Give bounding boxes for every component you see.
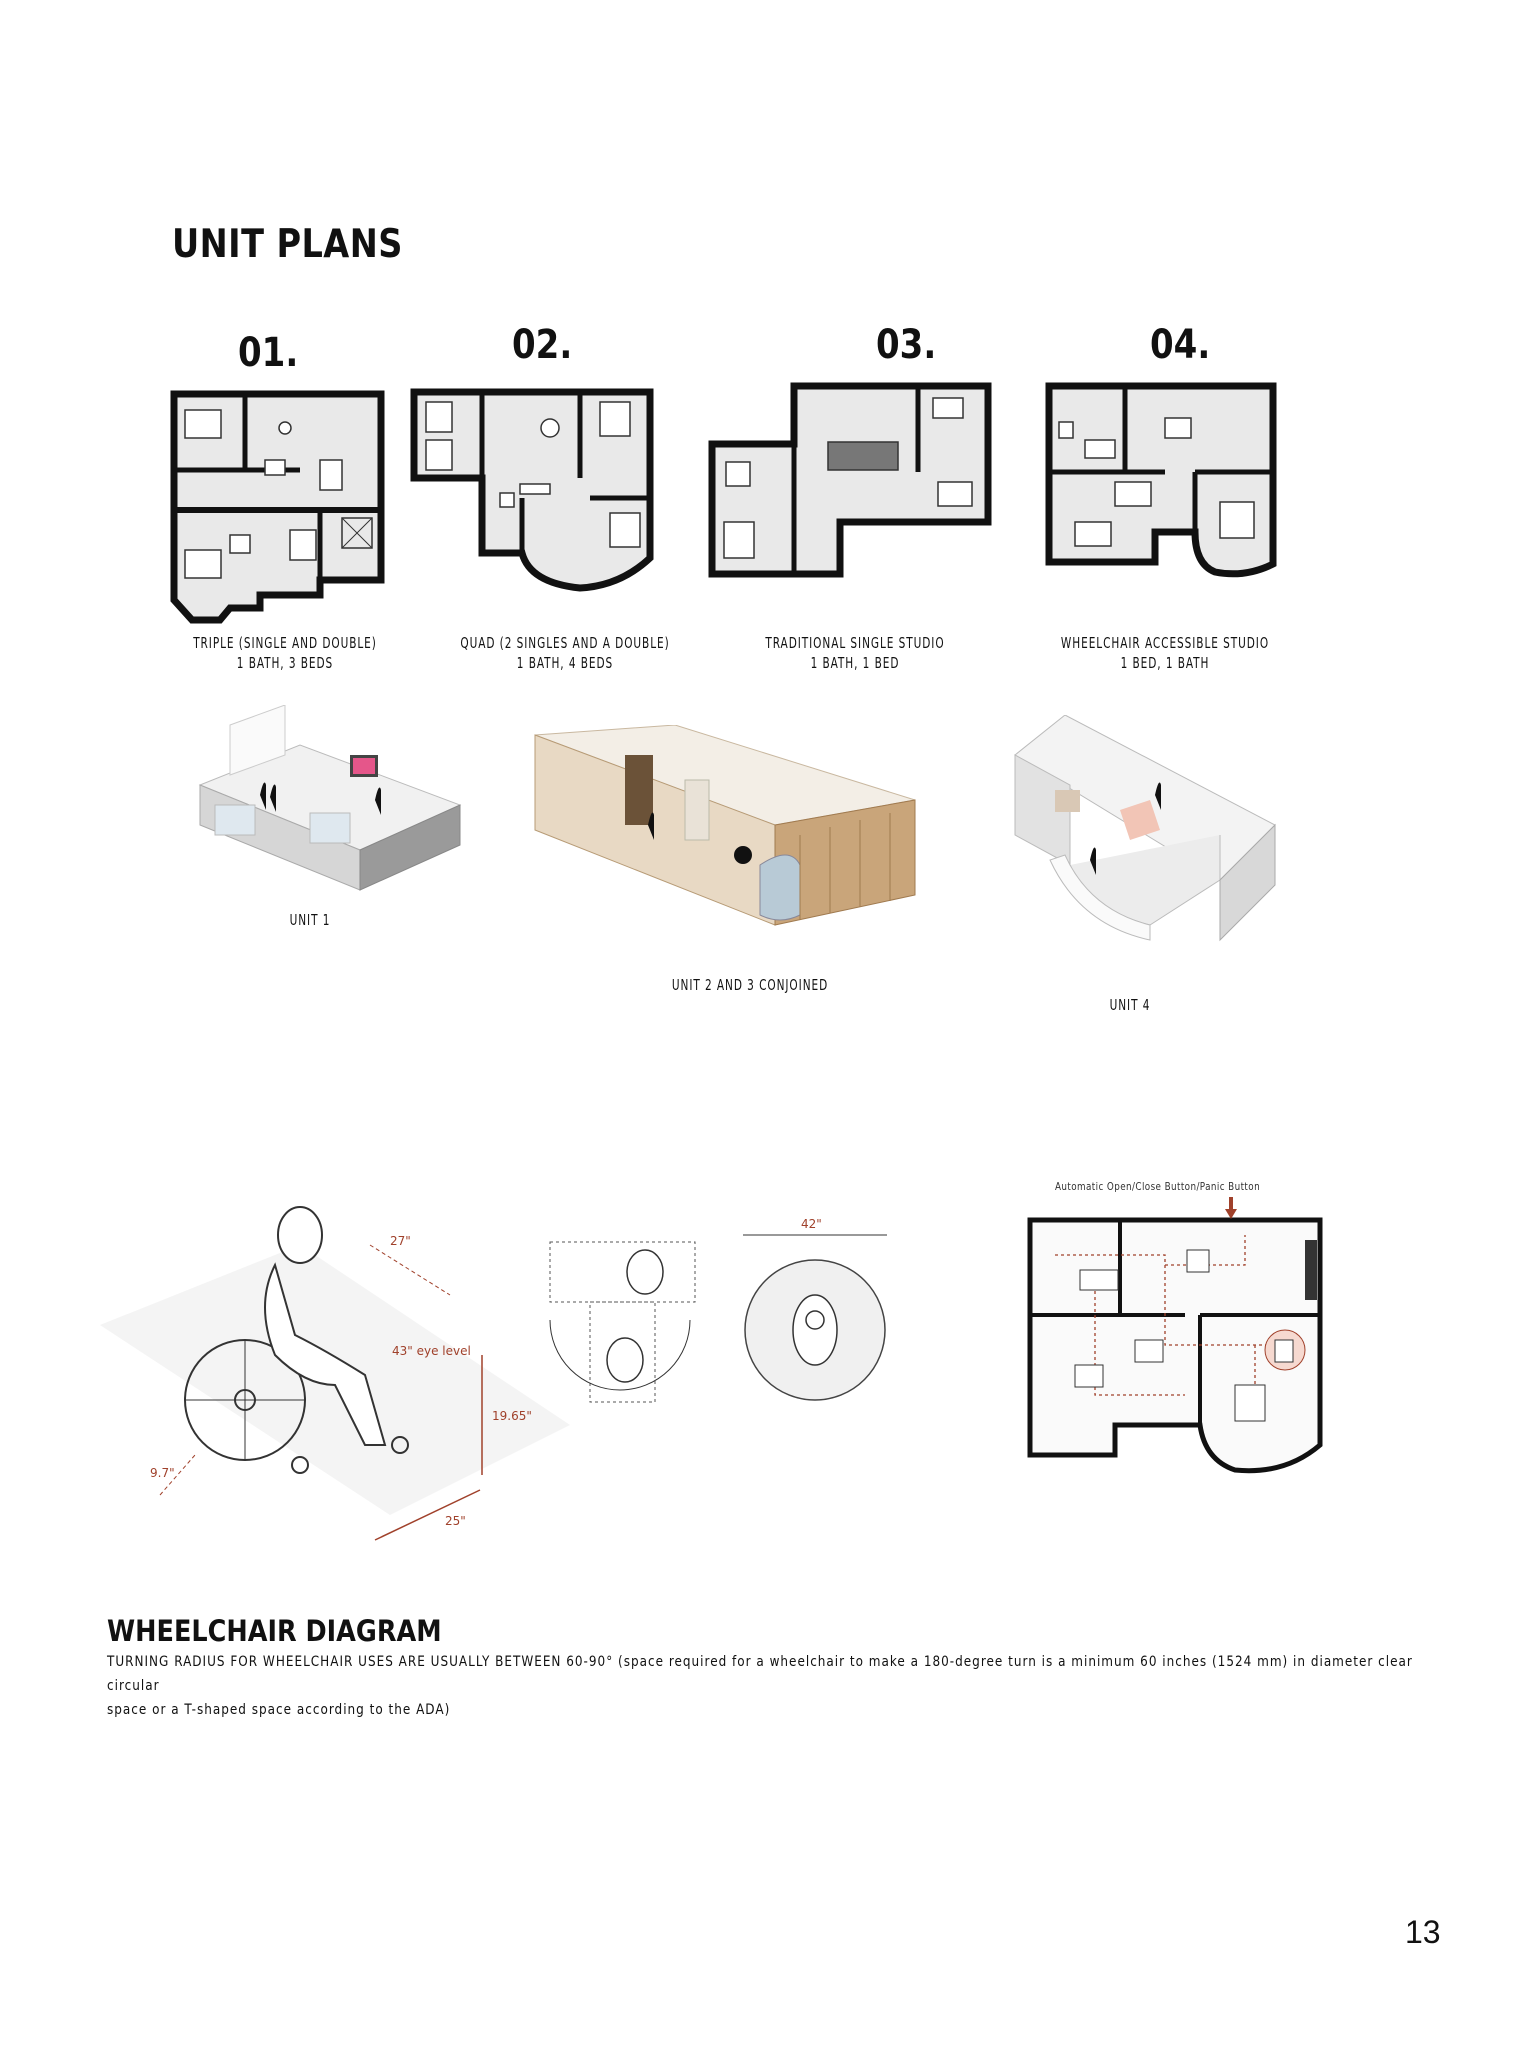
plan-caption-1 [164, 633, 406, 673]
plan-caption-1-line2: 1 BATH, 3 BEDS [236, 654, 334, 672]
accessible-circulation-plan [1025, 1195, 1330, 1480]
dim-footrest: 9.7" [150, 1466, 175, 1480]
panic-button-note: Automatic Open/Close Button/Panic Button [1055, 1180, 1261, 1193]
dim-eye-level: 43" eye level [392, 1344, 471, 1358]
wheelchair-turning-circle [735, 1210, 895, 1410]
plan-caption-2 [444, 633, 686, 673]
section-body-line1: TURNING RADIUS FOR WHEELCHAIR USES ARE USUALLY BETWEEN 60-90° (space required for a wheelchair to make a 180-degree turn is a minimum 60 inches (1524 mm) in diameter clear circular [107, 1654, 1413, 1694]
plan-caption-4 [1044, 633, 1286, 673]
section-body [107, 1650, 1435, 1722]
plan-caption-2-line2: 1 BATH, 4 BEDS [516, 654, 614, 672]
wheelchair-t-turn-diagram [540, 1230, 710, 1410]
plan-caption-3-line1: TRADITIONAL SINGLE STUDIO [765, 634, 945, 652]
plan-number-1: 01. [238, 330, 299, 376]
wheelchair-isometric-diagram [100, 1205, 570, 1585]
section-body-line2: space or a T-shaped space according to the ADA) [107, 1702, 451, 1718]
section-heading: WHEELCHAIR DIAGRAM [107, 1614, 442, 1648]
iso-label-1: UNIT 1 [289, 911, 331, 929]
plan-caption-3-line2: 1 BATH, 1 BED [810, 654, 900, 672]
dim-width-top: 27" [390, 1234, 411, 1248]
plan-number-4: 04. [1150, 322, 1211, 368]
dim-seat-height: 19.65" [492, 1409, 532, 1423]
isometric-unit-4 [1010, 715, 1285, 975]
dim-turn-diameter: 42" [801, 1217, 822, 1231]
page-title: UNIT PLANS [172, 222, 403, 267]
floor-plan-2 [410, 388, 655, 593]
plan-number-3: 03. [876, 322, 937, 368]
iso-label-3: UNIT 4 [1109, 996, 1151, 1014]
plan-caption-4-line2: 1 BED, 1 BATH [1120, 654, 1210, 672]
isometric-unit-1 [190, 705, 470, 905]
plan-number-2: 02. [512, 322, 573, 368]
plan-caption-3 [734, 633, 976, 673]
plan-caption-2-line1: QUAD (2 SINGLES AND A DOUBLE) [460, 634, 670, 652]
plan-caption-4-line1: WHEELCHAIR ACCESSIBLE STUDIO [1060, 634, 1270, 652]
floor-plan-1 [170, 390, 385, 625]
floor-plan-4 [1045, 382, 1280, 582]
iso-label-2: UNIT 2 AND 3 CONJOINED [671, 976, 829, 994]
page-number: 13 [1405, 1914, 1441, 1950]
isometric-unit-2-3 [530, 725, 920, 955]
floor-plan-3 [708, 382, 1000, 582]
plan-caption-1-line1: TRIPLE (SINGLE AND DOUBLE) [193, 634, 377, 652]
dim-depth: 25" [445, 1514, 466, 1528]
